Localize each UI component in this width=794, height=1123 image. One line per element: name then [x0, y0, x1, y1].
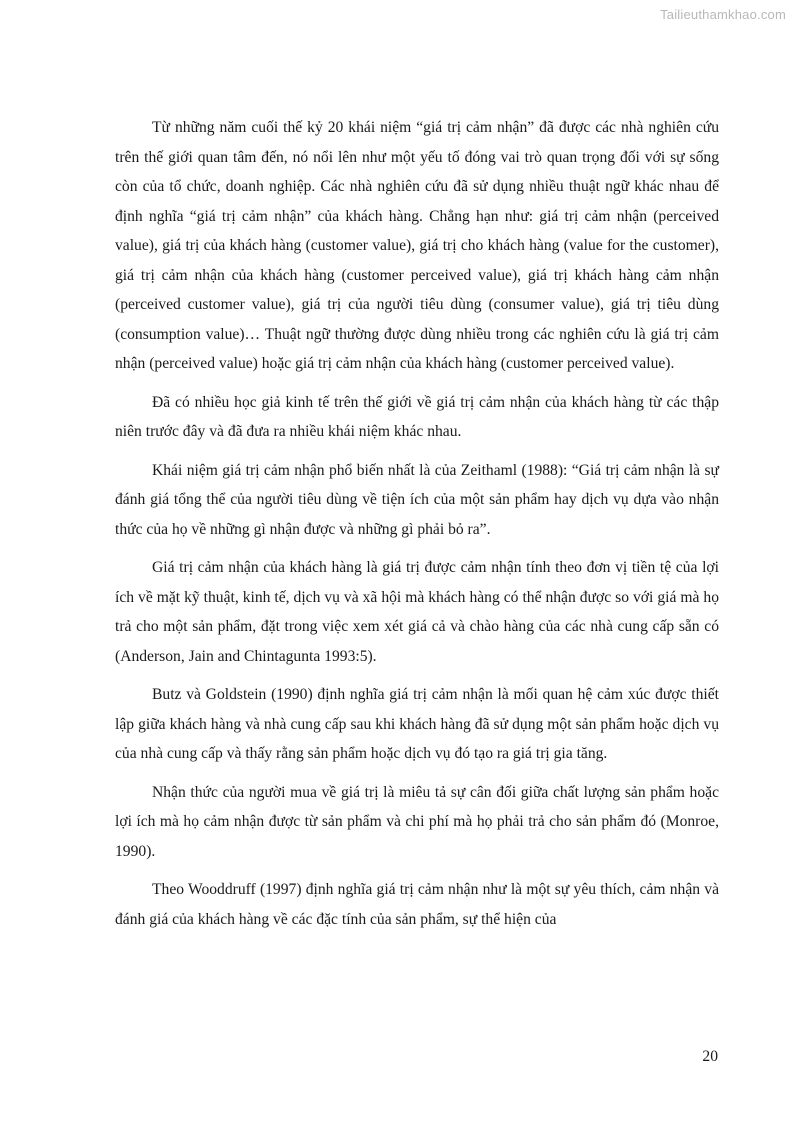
paragraph: Đã có nhiều học giả kinh tế trên thế giới về giá trị cảm nhận của khách hàng từ các thập niên trước đây và đã đưa ra nhiều khái niệm khác nhau. — [115, 393, 719, 440]
paragraph: Khái niệm giá trị cảm nhận phổ biến nhất là của Zeithaml (1988): “Giá trị cảm nhận là sự đánh giá tổng thể của người tiêu dùng về tiện ích của một sản phẩm hay dịch vụ dựa vào nhận thức của họ về những gì nhận được và những gì phải bỏ ra”. — [115, 461, 719, 538]
paragraph: Butz và Goldstein (1990) định nghĩa giá trị cảm nhận là mối quan hệ cảm xúc được thiết lập giữa khách hàng và nhà cung cấp sau khi khách hàng đã sử dụng một sản phẩm hoặc dịch vụ của nhà cung cấp và thấy rằng sản phẩm hoặc dịch vụ đó tạo ra giá trị gia tăng. — [115, 686, 719, 762]
watermark: Tailieuthamkhao.com — [660, 7, 786, 22]
page-number: 20 — [702, 1048, 718, 1065]
paragraph: Giá trị cảm nhận của khách hàng là giá trị được cảm nhận tính theo đơn vị tiền tệ của lợi ích về mặt kỹ thuật, kinh tế, dịch vụ và xã hội mà khách hàng có thể nhận được so với giá mà họ trả cho một sản phẩm, đặt trong việc xem xét giá cả và chào hàng của các nhà cung cấp sẵn có (Anderson, Jain and Chintagunta 1993:5). — [115, 559, 719, 665]
paragraph: Theo Wooddruff (1997) định nghĩa giá trị cảm nhận như là một sự yêu thích, cảm nhận và đánh giá của khách hàng về các đặc tính của sản phẩm, sự thể hiện của — [115, 881, 719, 928]
paragraph: Nhận thức của người mua về giá trị là miêu tả sự cân đối giữa chất lượng sản phẩm hoặc lợi ích mà họ cảm nhận được từ sản phẩm và chi phí mà họ phải trả cho sản phẩm đó (Monroe, 1990). — [115, 783, 719, 860]
document-body — [115, 113, 719, 943]
paragraph: Từ những năm cuối thế kỷ 20 khái niệm “giá trị cảm nhận” đã được các nhà nghiên cứu trên thế giới quan tâm đến, nó nổi lên như một yếu tố đóng vai trò quan trọng đối với sự sống còn của tổ chức, doanh nghiệp. Các nhà nghiên cứu đã sử dụng nhiều thuật ngữ khác nhau để định nghĩa “giá trị cảm nhận” của khách hàng. Chẳng hạn như: giá trị cảm nhận (perceived value), giá trị của khách hàng (customer value), giá trị cho khách hàng (value for the customer), giá trị cảm nhận của khách hàng (customer perceived value), giá trị khách hàng cảm nhận (perceived customer value), giá trị của người tiêu dùng (consumer value), giá trị tiêu dùng (consumption value)… Thuật ngữ thường được dùng nhiều trong các nghiên cứu là giá trị cảm nhận (perceived value) hoặc giá trị cảm nhận của khách hàng (customer perceived value). — [115, 119, 719, 372]
